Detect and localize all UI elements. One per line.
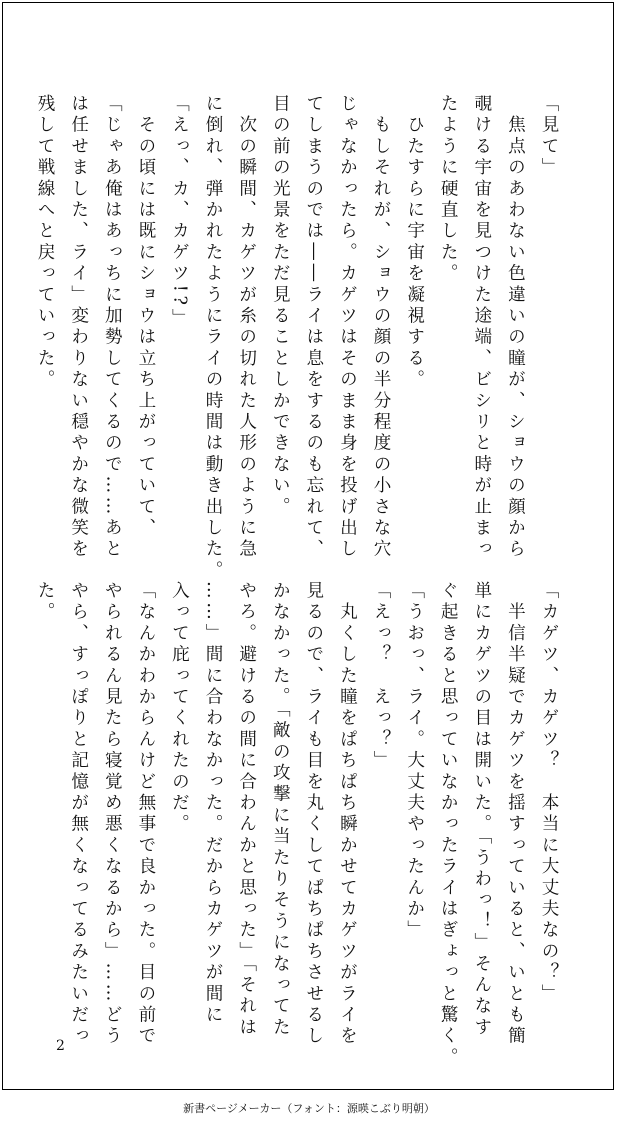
bottom-block-line: た。	[35, 581, 56, 624]
text-block-top	[28, 94, 566, 582]
top-block-line: たように硬直した。	[438, 94, 459, 285]
top-block-line: は任せました、ライ」変わりない穏やかな微笑を	[68, 94, 89, 561]
top-block-line: もしそれが、ショウの顔の半分程度の小さな穴	[371, 94, 392, 561]
bottom-block-line: 入って庇ってくれたのだ。	[169, 581, 190, 836]
footer-caption: 新書ページメーカー（フォント：源暎こぶり明朝）	[183, 1102, 435, 1115]
bottom-block-line: 「えっ？ えっ？」	[371, 581, 392, 772]
page-frame	[2, 2, 614, 1090]
bottom-block-line: 「カゲツ、カゲツ？ 本当に大丈夫なの？」	[539, 581, 559, 1005]
bottom-block-line: 単にカゲツの目は開いた。「うわっ！」そんなす	[471, 581, 492, 1039]
bottom-block-line: ぐ起きると思っていなかったライはぎょっと驚く。	[438, 581, 459, 1069]
top-block-line: 覗ける宇宙を見つけた途端、ビシリと時が止まっ	[471, 94, 492, 561]
top-block-line: 「じゃあ俺はあっちに加勢してくるので……あと	[102, 94, 123, 561]
top-block-line: に倒れ、弾かれたようにライの時間は動き出した。	[203, 94, 224, 582]
bottom-block-line: 丸くした瞳をぱちぱち瞬かせてカゲツがライを	[337, 581, 358, 1048]
bottom-block-line: かなかった。「敵の攻撃に当たりそうになってた	[270, 581, 291, 1039]
top-block-line: 残して戦線へと戻っていった。	[35, 94, 56, 391]
bottom-block-line: ……」間に合わなかった。だからカゲツが間に	[203, 581, 224, 1027]
top-block-line: 「えっ、カ、カゲツ!?」	[169, 94, 190, 330]
page-number: 2	[56, 1038, 65, 1054]
top-block-line: 目の前の光景をただ見ることしかできない。	[270, 94, 291, 518]
text-block-bottom	[28, 581, 566, 1069]
top-block-line: ひたすらに宇宙を凝視する。	[404, 94, 425, 391]
bottom-block-line: 「なんかわからんけど無事で良かった。目の前で	[135, 581, 156, 1048]
bottom-block-line: やろ。避けるの間に合わんかと思った」「それは	[236, 581, 257, 1039]
bottom-block-line: 「うおっ、ライ。大丈夫やったんか」	[404, 581, 425, 942]
bottom-block-line: 半信半疑でカゲツを揺すっていると、いとも簡	[505, 581, 526, 1048]
top-block-line: 「見て」	[539, 94, 559, 179]
bottom-block-line: やられるん見たら寝覚め悪くなるから」……どう	[102, 581, 123, 1048]
top-block-line: 焦点のあわない色違いの瞳が、ショウの顔から	[505, 94, 526, 561]
top-block-line: 次の瞬間、カゲツが糸の切れた人形のように急	[236, 94, 257, 561]
bottom-block-line: 見るので、ライも目を丸くしてぱちぱちさせるし	[303, 581, 324, 1048]
bottom-block-line: やら、すっぽりと記憶が無くなってるみたいだっ	[68, 581, 89, 1048]
top-block-line: てしまうのでは――ライは息をするのも忘れて、	[303, 94, 324, 561]
top-block-line: その頃には既にショウは立ち上がっていて、	[135, 94, 156, 540]
top-block-line: じゃなかったら。カゲツはそのまま身を投げ出し	[337, 94, 358, 561]
